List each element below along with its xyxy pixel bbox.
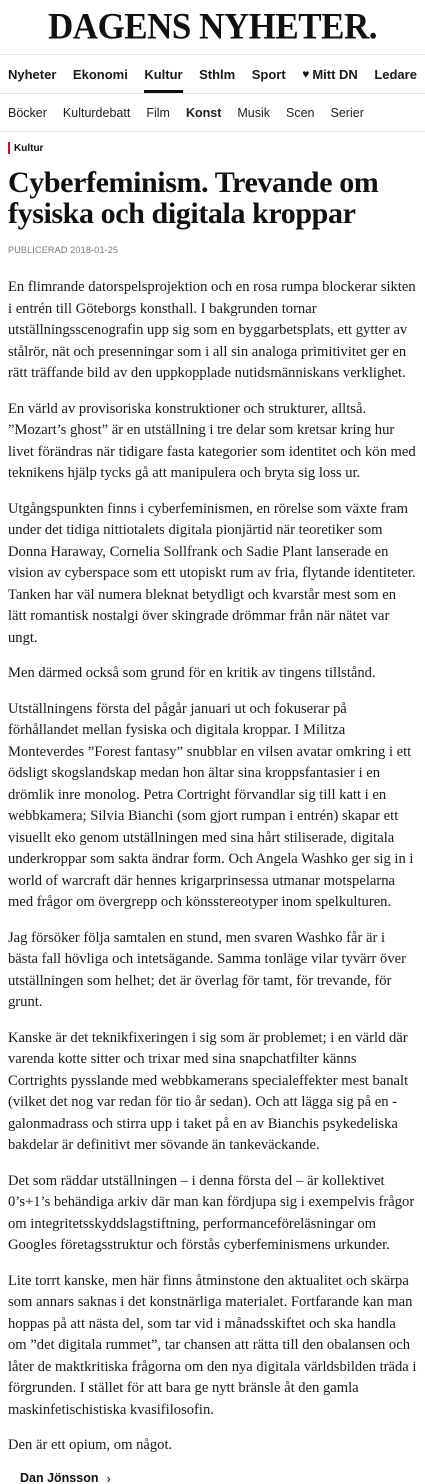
nav-item-sthlm[interactable] (199, 55, 235, 93)
nav-label: Kultur (144, 66, 183, 82)
site-logo[interactable]: DAGENS NYHETER. (48, 6, 377, 47)
paragraph: Kanske är det teknikfixeringen i sig som är problemet; i en värld där varenda kotte sitter och trixar med sina snapchatfilter känns Cortrights pysslande med webbkamerans specialeffekter mest banalt (vilket det nog var redan för tio år sedan). Och att lägga sig på en -galonmadrass och stirra upp i taket på en av Bianchis psykedeliska bakdelar är definitivt mer sövande än tankeväckande. (8, 1029, 409, 1153)
subnav-item-konst[interactable]: Konst (185, 105, 222, 120)
subnav-item-kulturdebatt[interactable]: Kulturdebatt (62, 105, 131, 120)
paragraph: Utgångspunkten finns i cyberfeminismen, en rörelse som växte fram under det tidiga nittiotalets digitala pionjärtid när teoretiker som Donna Haraway, Cornelia Sollfrank och Sadie Plant lanserade en vision av cyberspace som ett utopiskt rum av fria, flytande identiteter. Tanken har väl numera bleknat betydligt och kvarstår mest som en lätt romantisk nostalgi över skingrade drömmar från när nätet var ungt. (8, 500, 416, 646)
heart-icon: ♥ (302, 67, 310, 81)
author-name: Dan Jönsson (20, 1471, 99, 1484)
paragraph: Den är ett opium, om något. (8, 1437, 173, 1453)
paragraph: Det som räddar utställningen – i denna första del – är kollektivet 0’s+1’s behändiga arkiv där man kan fördjupa sig i exempelvis frågor om integritetsskyddslagstiftning, performanceföreläsningar om Googles företagsstruktur och förstås cyberfeminismens urkunder. (8, 1172, 415, 1253)
subnav-item-scen[interactable]: Scen (286, 105, 315, 120)
article-body (8, 277, 417, 1457)
nav-label: Sport (251, 66, 286, 82)
nav-item-sport[interactable] (252, 55, 286, 93)
subnav-item-film[interactable]: Film (146, 105, 170, 120)
paragraph: Jag försöker följa samtalen en stund, men svaren Washko får är i bästa fall hövliga och intetsägande. Samma tonläge vilar tyvärr över utställningen som helhet; det är överlag för tamt, för trevande, för grunt. (8, 929, 406, 1010)
paragraph: En värld av provisoriska konstruktioner och strukturer, alltså. ”Mozart’s ghost” är en utställning i tre delar som kretsar kring hur livet förändras när tidigare fasta kategorier som identitet och kön med teknikens hjälp tycks gå att manipulera och bryta sig loss ur. (8, 400, 416, 481)
nav-item-mitt-dn[interactable] (302, 55, 358, 93)
nav-item-kultur[interactable] (144, 55, 182, 93)
nav-item-ekonomi[interactable] (73, 55, 128, 93)
paragraph: Utställningens första del pågår januari ut och fokuserar på förhållandet mellan fysiska och digitala kroppar. I Militza Monteverdes ”Forest fantasy” snubblar en vilsen avatar omkring i ett ödsligt skogslandskap medan hon ältar sina kroppsfantasier i en drömlik inre monolog. Petra Cortright förvandlar sig till katt i en webbkamera; Silvia Bianchi (som gjort rumpan i entrén) skapar ett visuellt eko genom utställningen med sina hårt stiliserade, digitala underkroppar som sakta ändrar form. Och Angela Washko ger sig in i world of warcraft där hennes krigarprinsessa utmanar motspelarna med frågor om övergrepp och könsstereotyper inom spelkulturen. (8, 700, 414, 910)
section-tag[interactable] (8, 142, 43, 154)
nav-label: Sthlm (199, 66, 236, 82)
nav-label: Ledare (374, 66, 417, 82)
secondary-nav (0, 94, 425, 132)
paragraph: Men därmed också som grund för en kritik av tingens tillstånd. (8, 665, 376, 681)
subnav-item-serier[interactable]: Serier (330, 105, 364, 120)
chevron-right-icon: › (106, 1470, 111, 1484)
paragraph: En flimrande datorspelsprojektion och en rosa rumpa blockerar sikten i entrén till Göteborgs konsthall. I bakgrunden tornar utställningsscenografin upp sig som en byggarbetsplats, ett gytter av stålrör, nät och presenningar som i all sin analoga primitivitet ger en rätt träffande bild av den uppkopplade nutidsmänniskans verklighet. (8, 279, 416, 381)
section-label: Kultur (14, 142, 44, 154)
publish-date: PUBLICERAD 2018-01-25 (8, 245, 119, 255)
nav-item-ledare[interactable] (374, 55, 417, 93)
nav-item-nyheter[interactable] (8, 55, 56, 93)
subnav-item-bocker[interactable]: Böcker (8, 105, 47, 120)
nav-label: Ekonomi (72, 66, 128, 82)
primary-nav (0, 54, 425, 94)
nav-label: Nyheter (8, 66, 57, 82)
subnav-item-musik[interactable]: Musik (237, 105, 271, 120)
article (0, 132, 425, 1484)
paragraph: Lite torrt kanske, men här finns åtminstone den aktualitet och skärpa som annars saknas i det konstnärliga materialet. Fortfarande kan man hoppas på att nästa del, som tar vid i månadsskiftet och ska handla om ”det digitala rummet”, tar chansen att rätta till den obalansen och låter de maktkritiska frågorna om den nya digitala världsbilden träda i förgrunden. I stället för att bara ge nytt bränsle åt den gamla maskinfetischistiska kvasifilosofin. (8, 1272, 417, 1418)
author-byline[interactable] (20, 1471, 417, 1484)
nav-label: Mitt DN (312, 66, 358, 82)
masthead (0, 0, 425, 54)
section-accent-bar (8, 142, 10, 154)
article-headline: Cyberfeminism. Trevande om fysiska och digitala kroppar (8, 166, 379, 230)
